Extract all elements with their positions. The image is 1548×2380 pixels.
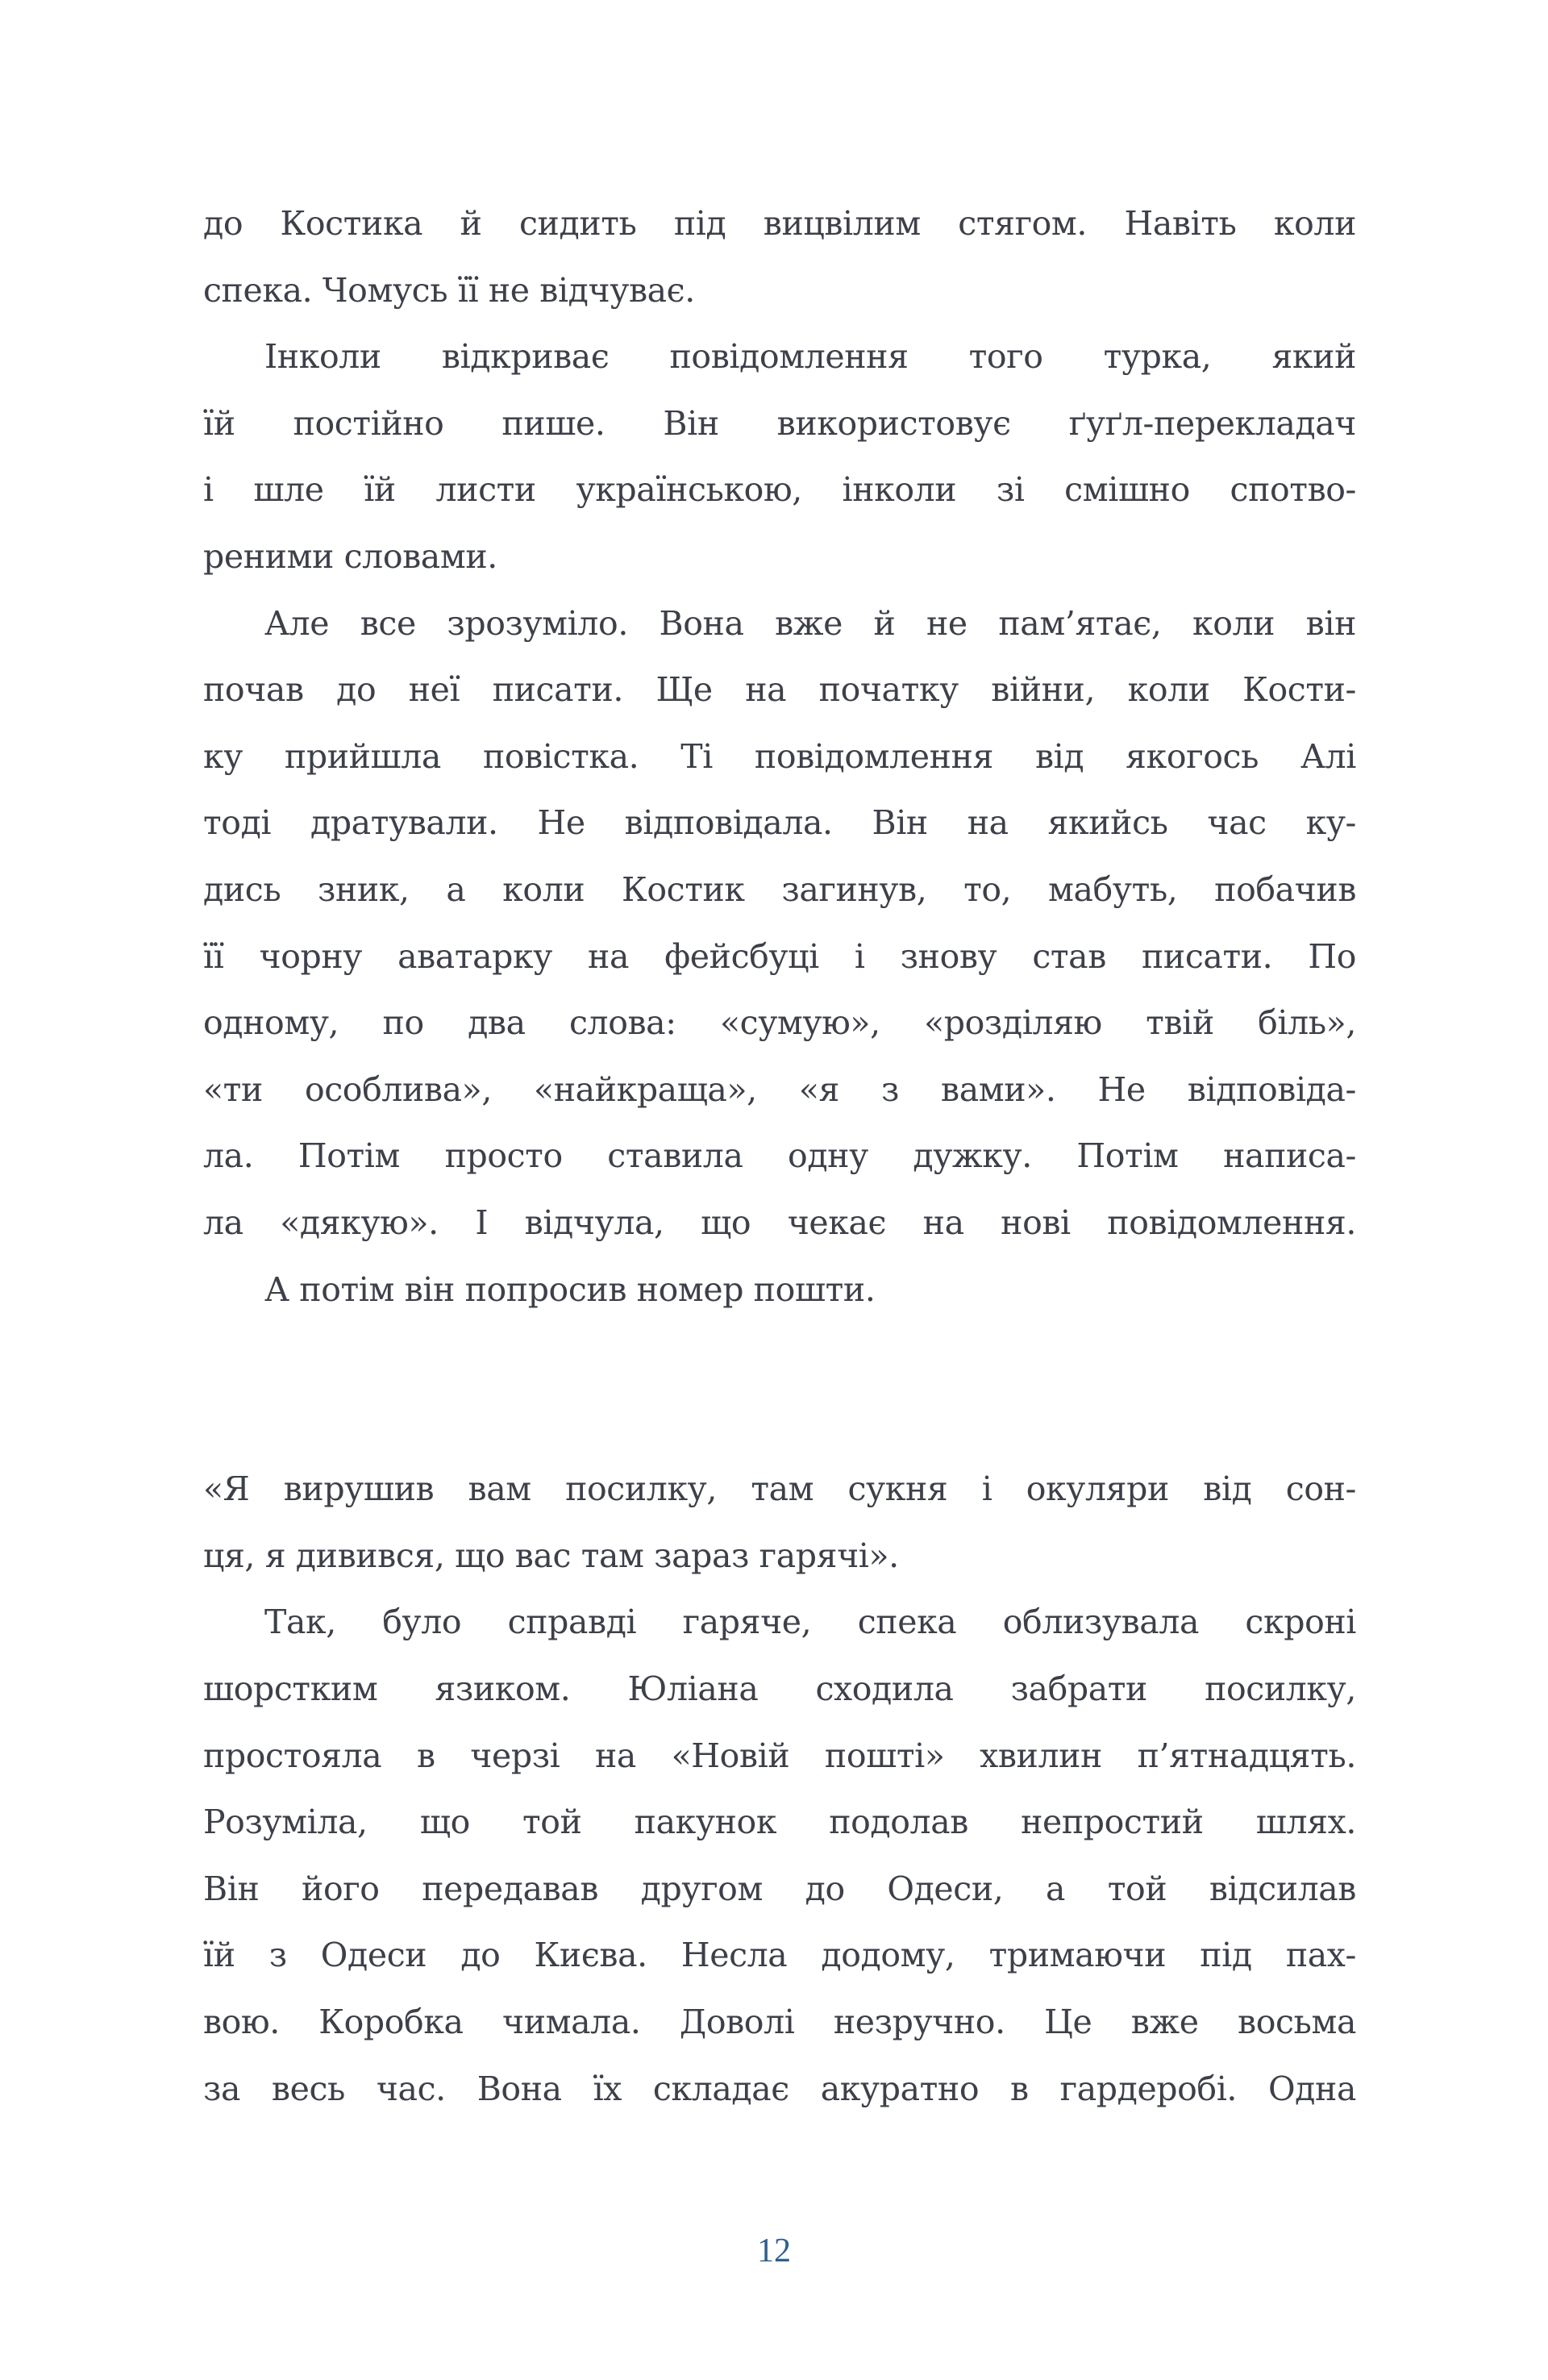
- text-line: вою. Коробка чимала. Доволі незручно. Це вже восьма: [203, 2003, 1356, 2042]
- paragraph: [203, 1589, 1356, 2122]
- text-line: спека. Чомусь її не відчуває.: [203, 270, 695, 310]
- paragraph: [203, 190, 1356, 323]
- section-1: [203, 190, 1356, 1323]
- text-line: Інколи відкриває повідомлення того турка, який: [264, 337, 1356, 377]
- text-line: її чорну аватарку на фейсбуці і знову став писати. По: [203, 936, 1356, 976]
- section-break: [203, 1390, 1356, 1457]
- text-line: і шле їй листи українською, інколи зі смішно спотво-: [203, 470, 1356, 510]
- text-line: їй постійно пише. Він використовує ґуґл-перекладач: [203, 403, 1356, 443]
- page-body: [203, 190, 1356, 2122]
- text-line: до Костика й сидить під вицвілим стягом. Навіть коли: [203, 204, 1356, 243]
- paragraph: [203, 590, 1356, 1257]
- text-line: почав до неї писати. Ще на початку війни, коли Кости-: [203, 670, 1356, 710]
- page-number: 12: [757, 2232, 791, 2270]
- text-line: «Я вирушив вам посилку, там сукня і окуляри від сон-: [203, 1469, 1356, 1509]
- text-line: «ти особлива», «найкраща», «я з вами». Не відповіда-: [203, 1069, 1356, 1109]
- paragraph: [203, 1456, 1356, 1589]
- section-break: [203, 1323, 1356, 1390]
- section-2: [203, 1456, 1356, 2122]
- text-line: ку прийшла повістка. Ті повідомлення від якогось Алі: [203, 736, 1356, 776]
- paragraph: [203, 323, 1356, 590]
- text-line: Але все зрозуміло. Вона вже й не пам’ятає, коли він: [264, 603, 1356, 643]
- text-line: одному, по два слова: «сумую», «розділяю твій біль»,: [203, 1003, 1356, 1043]
- text-line: Так, було справді гаряче, спека облизувала скроні: [264, 1603, 1356, 1642]
- text-line: реними словами.: [203, 536, 497, 576]
- text-line: шорстким язиком. Юліана сходила забрати посилку,: [203, 1669, 1356, 1709]
- paragraph: [203, 1257, 1356, 1323]
- text-line: Розуміла, що той пакунок подолав непростий шлях.: [203, 1803, 1356, 1842]
- text-line: А потім він попросив номер пошти.: [264, 1269, 876, 1309]
- text-line: за весь час. Вона їх складає акуратно в гардеробі. Одна: [203, 2069, 1356, 2108]
- text-line: ця, я дивився, що вас там зараз гарячі».: [203, 1536, 899, 1575]
- text-line: ла. Потім просто ставила одну дужку. Потім написа-: [203, 1136, 1356, 1176]
- text-line: дись зник, а коли Костик загинув, то, мабуть, побачив: [203, 869, 1356, 909]
- text-line: ла «дякую». І відчула, що чекає на нові повідомлення.: [203, 1203, 1356, 1242]
- text-line: Він його передавав другом до Одеси, а той відсилав: [203, 1869, 1356, 1908]
- text-line: простояла в черзі на «Новій пошті» хвилин п’ятнадцять.: [203, 1736, 1356, 1775]
- text-line: тоді дратували. Не відповідала. Він на якийсь час ку-: [203, 803, 1356, 843]
- text-line: їй з Одеси до Києва. Несла додому, тримаючи під пах-: [203, 1936, 1356, 1975]
